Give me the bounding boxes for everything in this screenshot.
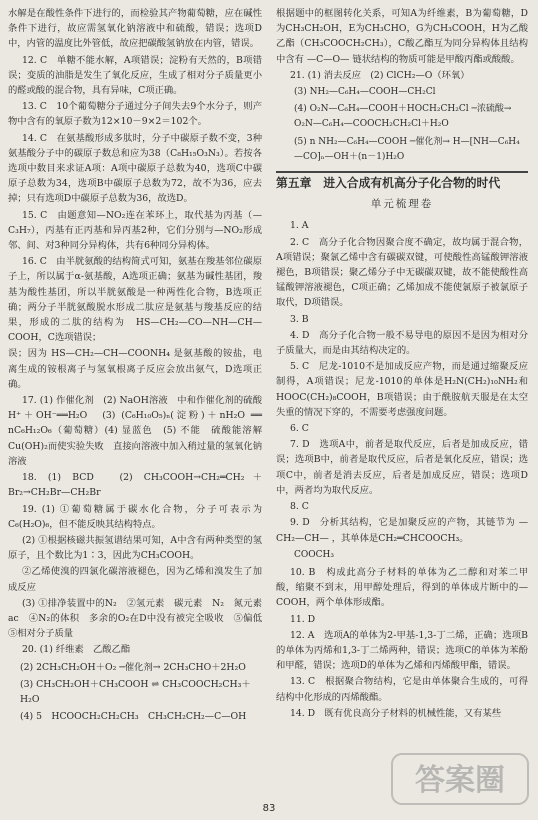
left-paragraph: 13. C 10个葡萄糖分子通过分子间失去9个水分子，则产物中含有的氧原子数为12×10－9×2＝102个。 (8, 101, 262, 128)
right-column (276, 6, 528, 722)
unit-title: 单元梳理卷 (370, 198, 434, 211)
page-number: 83 (262, 803, 276, 814)
left-column (8, 6, 272, 726)
left-paragraph: 16. C 由半胱氨酸的结构简式可知，氨基在羧基邻位碳原子上，所以属于α-氨基酸，A选项正确；氨基为碱性基团，羧基为酸性基团，所以半胱氨酸是一种两性化合物，B选项正确；两分子半胱氨酸脱水形成二肽应是氨基与羧基反应的结果，形成的二肽的结构为 HS—CH₂—CO—NH—CH—COOH，C选项错误； (8, 256, 262, 344)
answer-item: 6. C (289, 423, 309, 435)
left-paragraph: 17. (1) 作催化剂 (2) NaOH溶液 中和作催化剂的硫酸 H⁺＋OH⁻══H₂O (3) (C₆H₁₀O₅)ₙ(淀粉)＋nH₂O ══ nC₆H₁₂O₆（葡萄糖）(4) 显蓝色 (5) 不能 硫酸能溶解Cu(OH)₂而使实验失败 直接向溶液中加入稍过量的氢氧化钠溶液 (8, 395, 272, 467)
structural-formula: (4) O₂N—C₆H₄—COOH＋HOCH₂CH₂Cl ─浓硫酸→ O₂N—C₆H₄—COOCH₂CH₂Cl＋H₂O (294, 104, 512, 130)
structural-formula: COOCH₃ (294, 549, 334, 560)
answer-item: 10. B 构成此高分子材料的单体为乙二醇和对苯二甲酸，缩聚不到末，用甲醇处理后，得到的单体成片断中的—COOH，两个单体形成酯。 (276, 566, 528, 609)
left-paragraph: 水解是在酸性条件下进行的，而检验其产物葡萄糖，应在碱性条件下进行，故应需氢氧化钠溶液中和硫酸，错误；选项D中，内管的温度比外管低，故应把碳酸氢钠放在内管，错误。 (8, 8, 262, 50)
left-paragraph: 14. C 在氨基酸形成多肽时，分子中碳原子数不变，3种氨基酸分子中的碳原子数总和应为38（C₈H₁₅O₃N₃）。若按各选项中数目来求证A项：A项中碳原子总数为40，选项C中碳原子总数为34，选项B中碳原子总数为72，故不为36，应去掉；只有选项D中碳原子总数为36，故选D。 (8, 132, 262, 205)
chapter-title: 第五章 进入合成有机高分子化合物的时代 (276, 171, 528, 191)
left-equation: (3) CH₃CH₂OH＋CH₃COOH ⇌ CH₃COOCH₂CH₃＋H₂O (20, 678, 251, 705)
left-equation: (2) 2CH₃CH₂OH＋O₂ ─催化剂→ 2CH₃CHO＋2H₂O (20, 661, 246, 673)
right-paragraph: 21. (1) 消去反应 (2) ClCH₂—O（环氧） (289, 69, 470, 81)
answer-item: 12. A 选项A的单体为2-甲基-1,3-丁二烯，正确；选项B的单体为丙烯和1,3-丁二烯两种，错误；选项C的单体为苯酚和甲醛，错误；选项D的单体为乙烯和丙烯酸甲酯，错误。 (276, 629, 528, 672)
answer-item: 8. C (289, 501, 309, 513)
left-equation: (4) 5 HCOOCH₂CH₂CH₃ CH₃CH₂CH₂—C—OH (20, 711, 247, 723)
structural-formula: (3) NH₂—C₆H₄—COOH—CH₂Cl (294, 87, 436, 98)
left-paragraph: 19. (1) ①葡萄糖属于碳水化合物，分子可表示为C₆(H₂O)₆，但不能反映其结构特点。 (8, 503, 262, 530)
left-paragraph: 20. (1) 纤维素 乙酸乙酯 (21, 644, 131, 656)
answer-item: 3. B (289, 313, 309, 325)
left-paragraph: (2) ①根据核磁共振氢谱结果可知，A中含有两种类型的氢原子，且个数比为1∶3，因此为CH₃COOH。 (8, 534, 262, 562)
answer-item: 2. C 高分子化合物因聚合度不确定，故均属于混合物，A项错误；聚氯乙烯中含有碳碳双键，可使酸性高锰酸钾溶液褪色，B项错误；聚乙烯分子中无碳碳双键，故不能使酸性高锰酸钾溶液褪色，C项正确；乙烯加成不能使氯原子被氯原子取代，D项错误。 (276, 236, 528, 309)
right-paragraph: 根据题中的框图转化关系，可知A为纤维素，B为葡萄糖，D为CH₃CH₂OH，E为CH₃CHO，G为CH₃COOH，H为乙酸乙酯（CH₃COOCH₂CH₃），C酸乙酯互为同分异构体且结构中含有 —C—O— 链状结构的物质可能是甲酸丙酯或酸酸。 (276, 8, 528, 65)
left-paragraph: 误；因为 HS—CH₂—CH—COONH₄ 是氨基酸的铵盐，电离生成的铵根离子与氢氧根离子反应会放出氨气，D选项正确。 (8, 348, 262, 390)
structural-formula: (5) n NH₂—C₆H₄—COOH ─催化剂→ H—[NH—C₆H₄—CO]ₙ—OH＋(n－1)H₂O (294, 136, 520, 162)
answer-item: 5. C 尼龙-1010不是加成反应产物，而是通过缩聚反应制得，A项错误；尼龙-1010的单体是H₂N(CH₂)₁₀NH₂和HOOC(CH₂)₈COOH，B项错误；由于酰胺航天服是在太空失重的情况下穿的，不需要考虑强度问题。 (276, 361, 528, 418)
answer-item: 4. D 高分子化合物一般不易导电的原因不是因为相对分子质量大，而是由其结构决定的。 (276, 329, 528, 357)
left-paragraph: 12. C 单糖不能水解，A项错误；淀粉有天然的，B项错误；变质的油脂是发生了氧化反应，生成了相对分子质量更小的醛或酸的混合物，具有异味，C项正确。 (8, 54, 262, 97)
watermark-logo (390, 748, 530, 810)
left-paragraph: ②乙烯使溴的四氯化碳溶液褪色，因为乙烯和溴发生了加成反应 (8, 566, 262, 593)
left-paragraph: (3) ①排净装置中的N₂ ②氢元素 碳元素 N₂ 氮元素 ac ④N₂的体积 多余的O₂在D中没有被完全吸收 ⑤偏低 ⑤相对分子质量 (8, 597, 272, 640)
answer-item: 11. D (289, 613, 316, 625)
answer-item: 13. C 根据聚合物结构，它是由单体聚合生成的，可得结构中化形成的丙烯酸酯。 (276, 676, 528, 703)
answer-item: 7. D 选项A中，前者是取代反应，后者是加成反应，错误；选项B中，前者是取代反应，后者是氧化反应，错误；选项C中，前者是消去反应，后者是加成反应，错误；选项D中，两者均为取代反应。 (276, 439, 528, 496)
left-paragraph: 15. C 由题意知—NO₂连在苯环上，取代基为丙基（—C₃H₇），丙基有正丙基和异丙基2种，它们分别与—NO₂形成邻、间、对3种同分异构体，共有6种同分异构体。 (8, 209, 262, 252)
answer-item: 14. D 既有优良高分子材料的机械性能，又有某些 (289, 707, 502, 719)
answer-item: 1. A (289, 220, 309, 232)
left-paragraph: 18. (1) BCD (2) CH₃COOH→CH₂═CH₂＋Br₂→CH₂Br—CH₂Br (8, 472, 262, 499)
answer-item: 9. D 分析其结构，它是加聚反应的产物，其链节为 —CH₂—CH— ，其单体是CH₂═CHCOOCH₃。 (276, 517, 528, 544)
watermark-text: 答案圈 (415, 763, 505, 798)
